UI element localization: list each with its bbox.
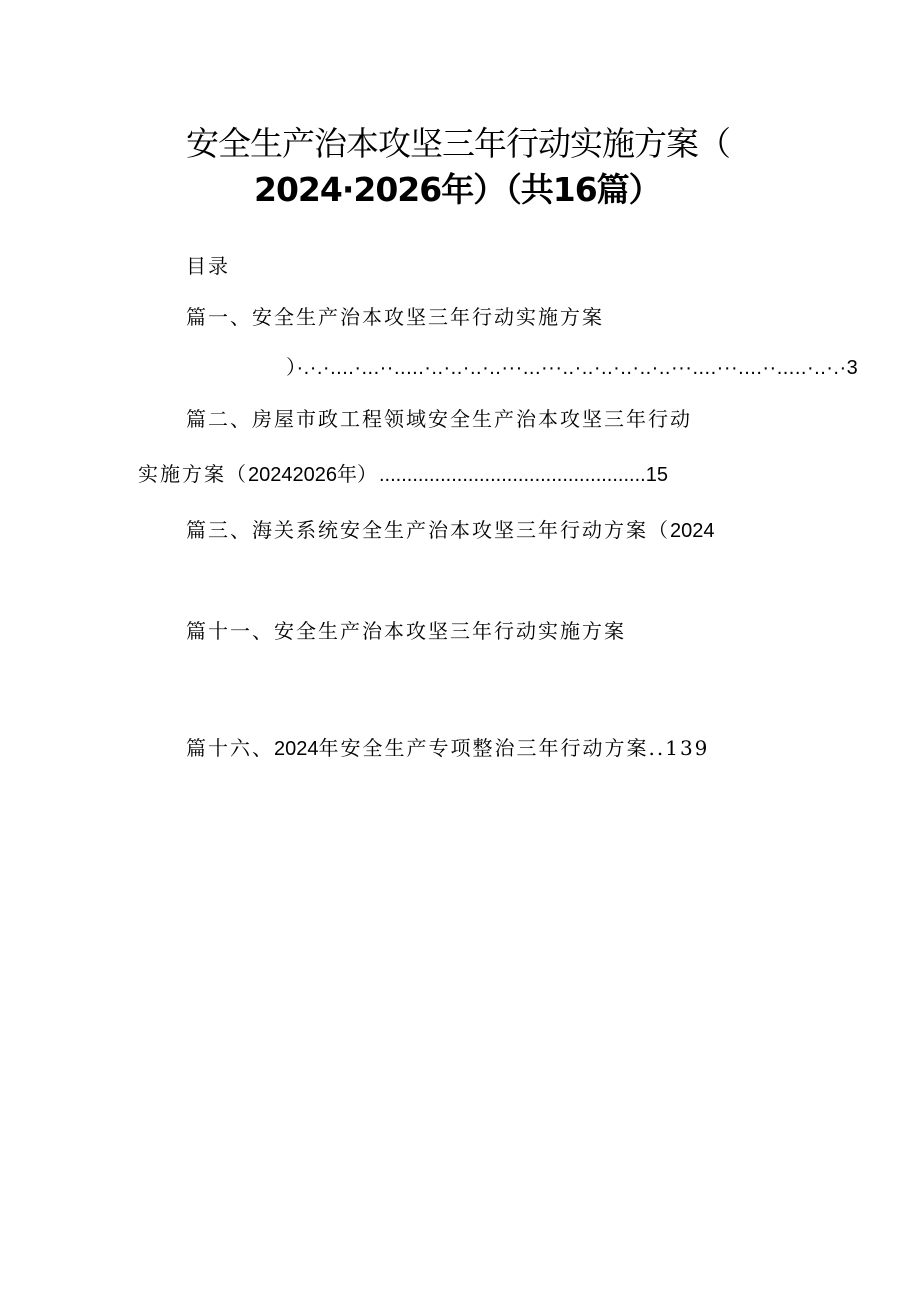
toc-entry-3-text: 篇三、海关系统安全生产治本攻坚三年行动方案（ <box>186 518 670 542</box>
toc-entry-16-prefix: 篇十六、 <box>186 736 274 760</box>
toc-entry-3[interactable] <box>186 516 715 545</box>
toc-entry-2-year-range: 20242026年 <box>248 464 357 486</box>
document-title-line-1: 安全生产治本攻坚三年行动实施方案（ <box>186 124 730 163</box>
toc-entry-1[interactable]: 篇一、安全生产治本攻坚三年行动实施方案 <box>186 305 604 329</box>
toc-entry-1-continuation[interactable]: ）·.·.·....·...··.....·..·..·..·..···...···..·..·..·..·..·..···....···....··.....·..·.·3 <box>286 357 859 379</box>
toc-entry-16-text: 年安全生产专项整治三年行动方案..139 <box>318 736 710 760</box>
document-title-line-2: 2024·2026年）（共16篇） <box>254 170 661 209</box>
toc-entry-3-year: 2024 <box>670 520 715 542</box>
toc-entry-16[interactable] <box>186 734 709 763</box>
toc-entry-2[interactable]: 篇二、房屋市政工程领域安全生产治本攻坚三年行动 <box>186 407 692 431</box>
toc-entry-2-continuation-text: 实施方案（ <box>138 462 248 486</box>
toc-heading: 目录 <box>186 254 230 278</box>
toc-entry-16-year: 2024 <box>274 738 319 760</box>
toc-entry-2-continuation[interactable] <box>138 460 668 489</box>
toc-entry-11[interactable]: 篇十一、安全生产治本攻坚三年行动实施方案 <box>186 619 626 643</box>
toc-entry-2-page-leader: ................................................15 <box>378 464 668 486</box>
toc-entry-2-closing: ） <box>356 462 379 486</box>
